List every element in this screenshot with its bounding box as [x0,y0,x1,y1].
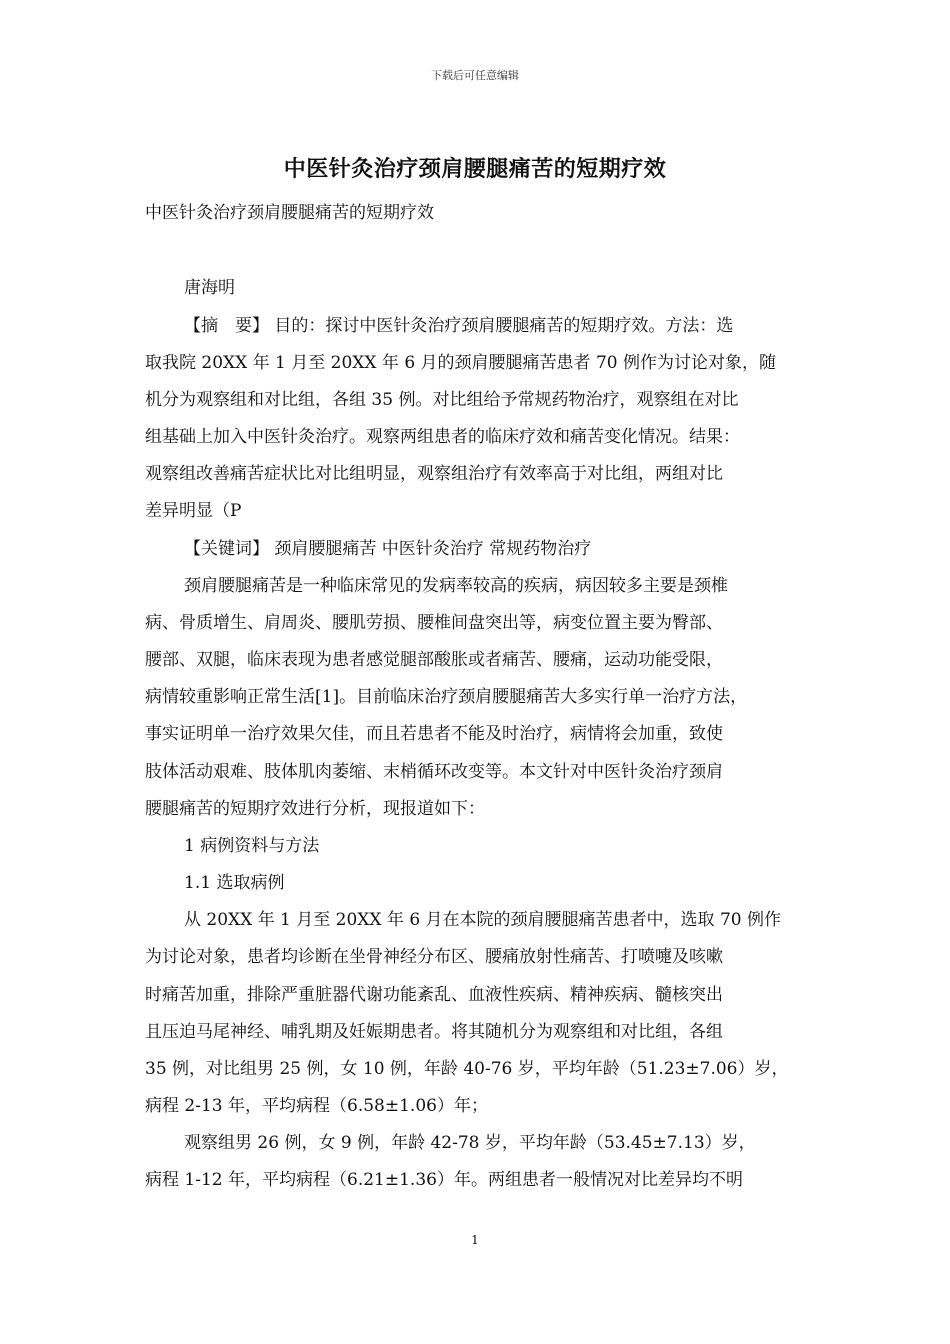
abstract-line: 机分为观察组和对比组，各组 35 例。对比组给予常规药物治疗，观察组在对比 [145,390,739,410]
body-line: 颈肩腰腿痛苦是一种临床常见的发病率较高的疾病，病因较多主要是颈椎 [184,576,728,596]
subsection-heading: 1.1 选取病例 [184,873,285,893]
body-line: 腰腿痛苦的短期疗效进行分析，现报道如下： [145,799,485,819]
body-line: 病程 1-12 年，平均病程（6.21±1.36）年。两组患者一般情况对比差异均不明 [145,1170,743,1190]
body-line: 肢体活动艰难、肢体肌肉萎缩、末梢循环改变等。本文针对中医针灸治疗颈肩 [145,762,723,782]
abstract-line: 观察组改善痛苦症状比对比组明显，观察组治疗有效率高于对比组，两组对比 [145,464,723,484]
body-line: 且压迫马尾神经、哺乳期及妊娠期患者。将其随机分为观察组和对比组，各组 [145,1022,723,1042]
abstract-line: 【摘 要】 目的：探讨中医针灸治疗颈肩腰腿痛苦的短期疗效。方法：选 [184,316,734,336]
body-line: 事实证明单一治疗效果欠佳，而且若患者不能及时治疗，病情将会加重，致使 [145,724,723,744]
body-line: 为讨论对象，患者均诊断在坐骨神经分布区、腰痛放射性痛苦、打喷嚏及咳嗽 [145,947,723,967]
body-line: 从 20XX 年 1 月至 20XX 年 6 月在本院的颈肩腰腿痛苦患者中，选取 70 例作 [184,910,781,930]
body-line: 病、骨质增生、肩周炎、腰肌劳损、腰椎间盘突出等，病变位置主要为臀部、 [145,613,723,633]
keywords-line: 【关键词】 颈肩腰腿痛苦 中医针灸治疗 常规药物治疗 [184,539,592,559]
body-line: 病情较重影响正常生活[1]。目前临床治疗颈肩腰腿痛苦大多实行单一治疗方法， [145,687,748,707]
body-line: 35 例，对比组男 25 例，女 10 例，年龄 40-76 岁，平均年龄（51.23±7.06）岁， [145,1059,789,1079]
page-number: 1 [471,1233,479,1247]
header-note: 下载后可任意编辑 [431,69,519,82]
author-line: 唐海明 [184,278,235,298]
section-heading: 1 病例资料与方法 [184,836,320,856]
abstract-line: 取我院 20XX 年 1 月至 20XX 年 6 月的颈肩腰腿痛苦患者 70 例作为讨论对象，随 [145,353,776,373]
body-line: 病程 2-13 年，平均病程（6.58±1.06）年； [145,1096,488,1116]
abstract-line: 差异明显（P [145,501,242,521]
document-title: 中医针灸治疗颈肩腰腿痛苦的短期疗效 [283,157,667,182]
body-line: 时痛苦加重，排除严重脏器代谢功能紊乱、血液性疾病、精神疾病、髓核突出 [145,985,723,1005]
body-line: 观察组男 26 例，女 9 例，年龄 42-78 岁，平均年龄（53.45±7.13）岁， [184,1133,756,1153]
body-line: 腰部、双腿，临床表现为患者感觉腿部酸胀或者痛苦、腰痛，运动功能受限， [145,650,723,670]
abstract-line: 组基础上加入中医针灸治疗。观察两组患者的临床疗效和痛苦变化情况。结果： [145,427,740,447]
subtitle-line: 中医针灸治疗颈肩腰腿痛苦的短期疗效 [145,203,434,223]
